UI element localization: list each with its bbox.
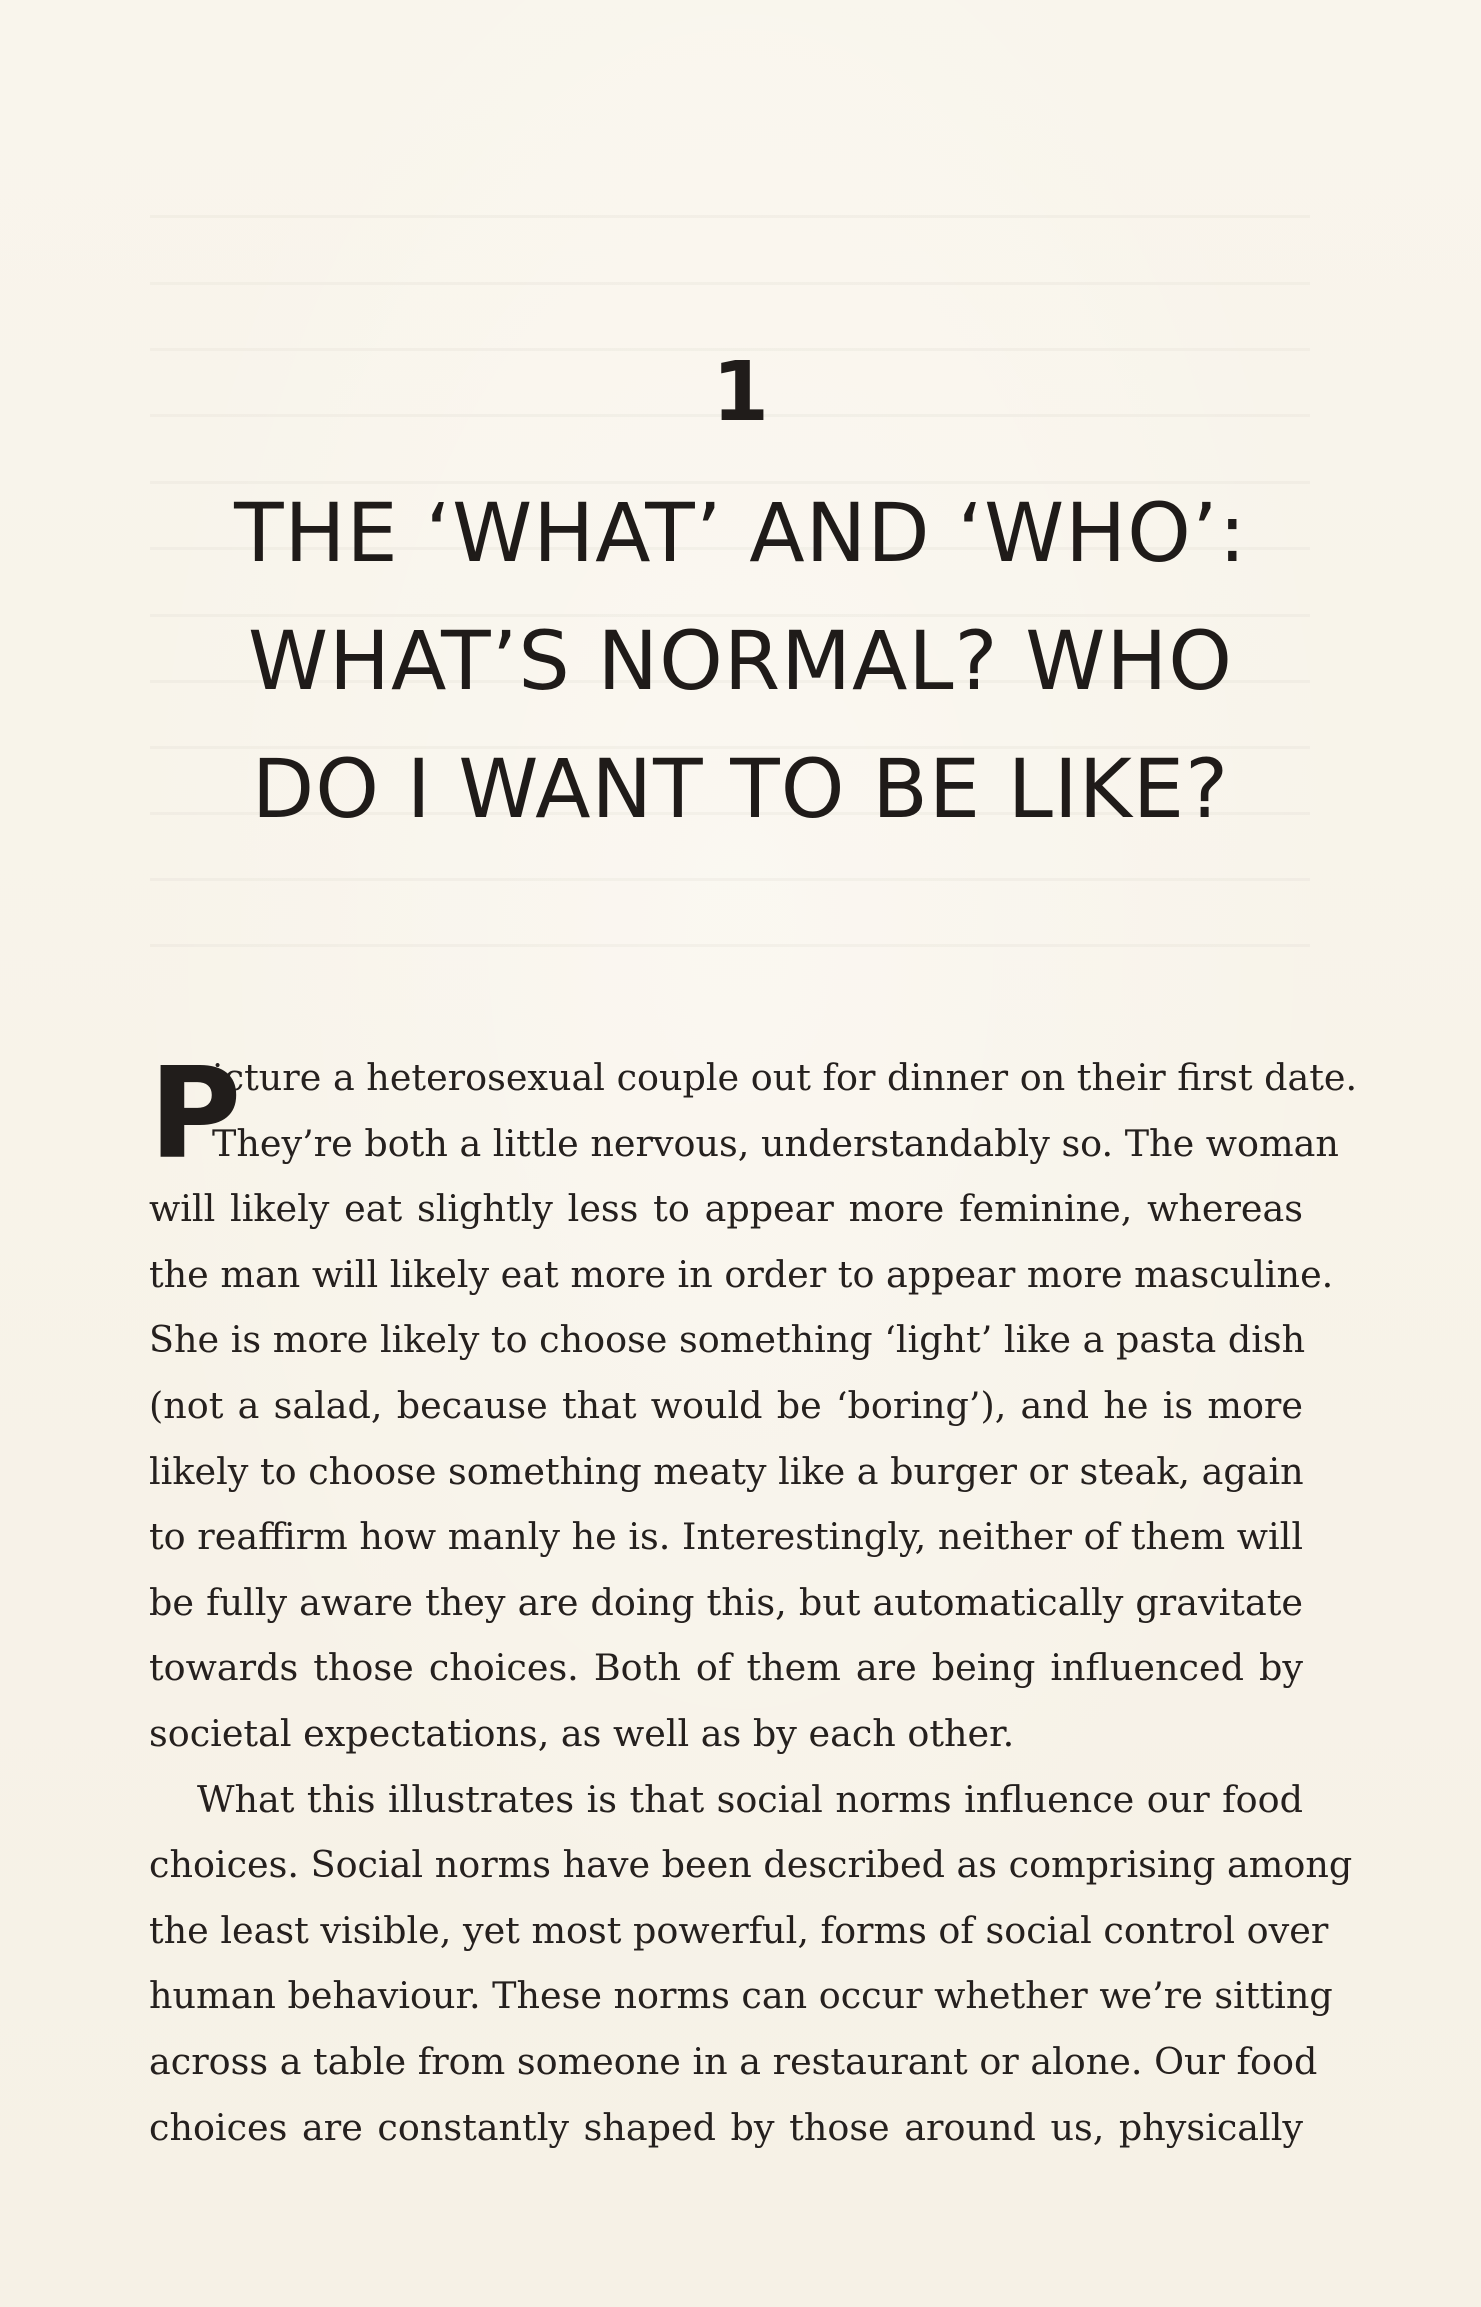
text-line: human behaviour. These norms can occur whether we’re sitting — [149, 1974, 1333, 2018]
show-through-line — [150, 215, 1310, 218]
chapter-title-line: THE ‘WHAT’ AND ‘WHO’: — [234, 487, 1247, 581]
text-line: the least visible, yet most powerful, forms of social control over — [149, 1908, 1329, 1952]
text-line: to reaffirm how manly he is. Interestingly, neither of them will — [149, 1515, 1303, 1559]
chapter-title — [120, 470, 1361, 854]
text-line: societal expectations, as well as by each other. — [149, 1711, 1015, 1755]
text-line: icture a heterosexual couple out for dinner on their first date. — [212, 1056, 1358, 1099]
show-through-line — [150, 282, 1310, 285]
text-line: choices. Social norms have been described as comprising among — [149, 1843, 1353, 1887]
text-line: They’re both a little nervous, understandably so. The woman — [212, 1121, 1339, 1165]
text-line: (not a salad, because that would be ‘boring’), and he is more — [149, 1383, 1303, 1427]
paragraph-1 — [149, 1040, 1358, 1767]
text-line: She is more likely to choose something ‘light’ like a pasta dish — [149, 1318, 1306, 1362]
text-line: towards those choices. Both of them are being influenced by — [149, 1646, 1303, 1690]
paragraph-2 — [149, 1767, 1353, 2161]
text-line: will likely eat slightly less to appear more feminine, whereas — [149, 1187, 1303, 1231]
chapter-title-line: DO I WANT TO BE LIKE? — [251, 743, 1230, 837]
drop-cap: P — [149, 1040, 242, 1187]
text-line: What this illustrates is that social norms influence our food — [197, 1777, 1303, 1821]
chapter-title-line: WHAT’S NORMAL? WHO — [247, 615, 1234, 709]
show-through-line — [150, 944, 1310, 947]
text-line: likely to choose something meaty like a burger or steak, again — [149, 1449, 1304, 1493]
drop-cap-wrap-lines — [149, 1040, 1358, 1187]
text-line: the man will likely eat more in order to appear more masculine. — [149, 1252, 1334, 1296]
text-line: be fully aware they are doing this, but automatically gravitate — [149, 1580, 1303, 1624]
body-text — [149, 1040, 1358, 2160]
chapter-number: 1 — [711, 345, 770, 440]
text-line: choices are constantly shaped by those around us, physically — [149, 2105, 1303, 2149]
show-through-line — [150, 878, 1310, 881]
text-line: across a table from someone in a restaurant or alone. Our food — [149, 2039, 1318, 2083]
